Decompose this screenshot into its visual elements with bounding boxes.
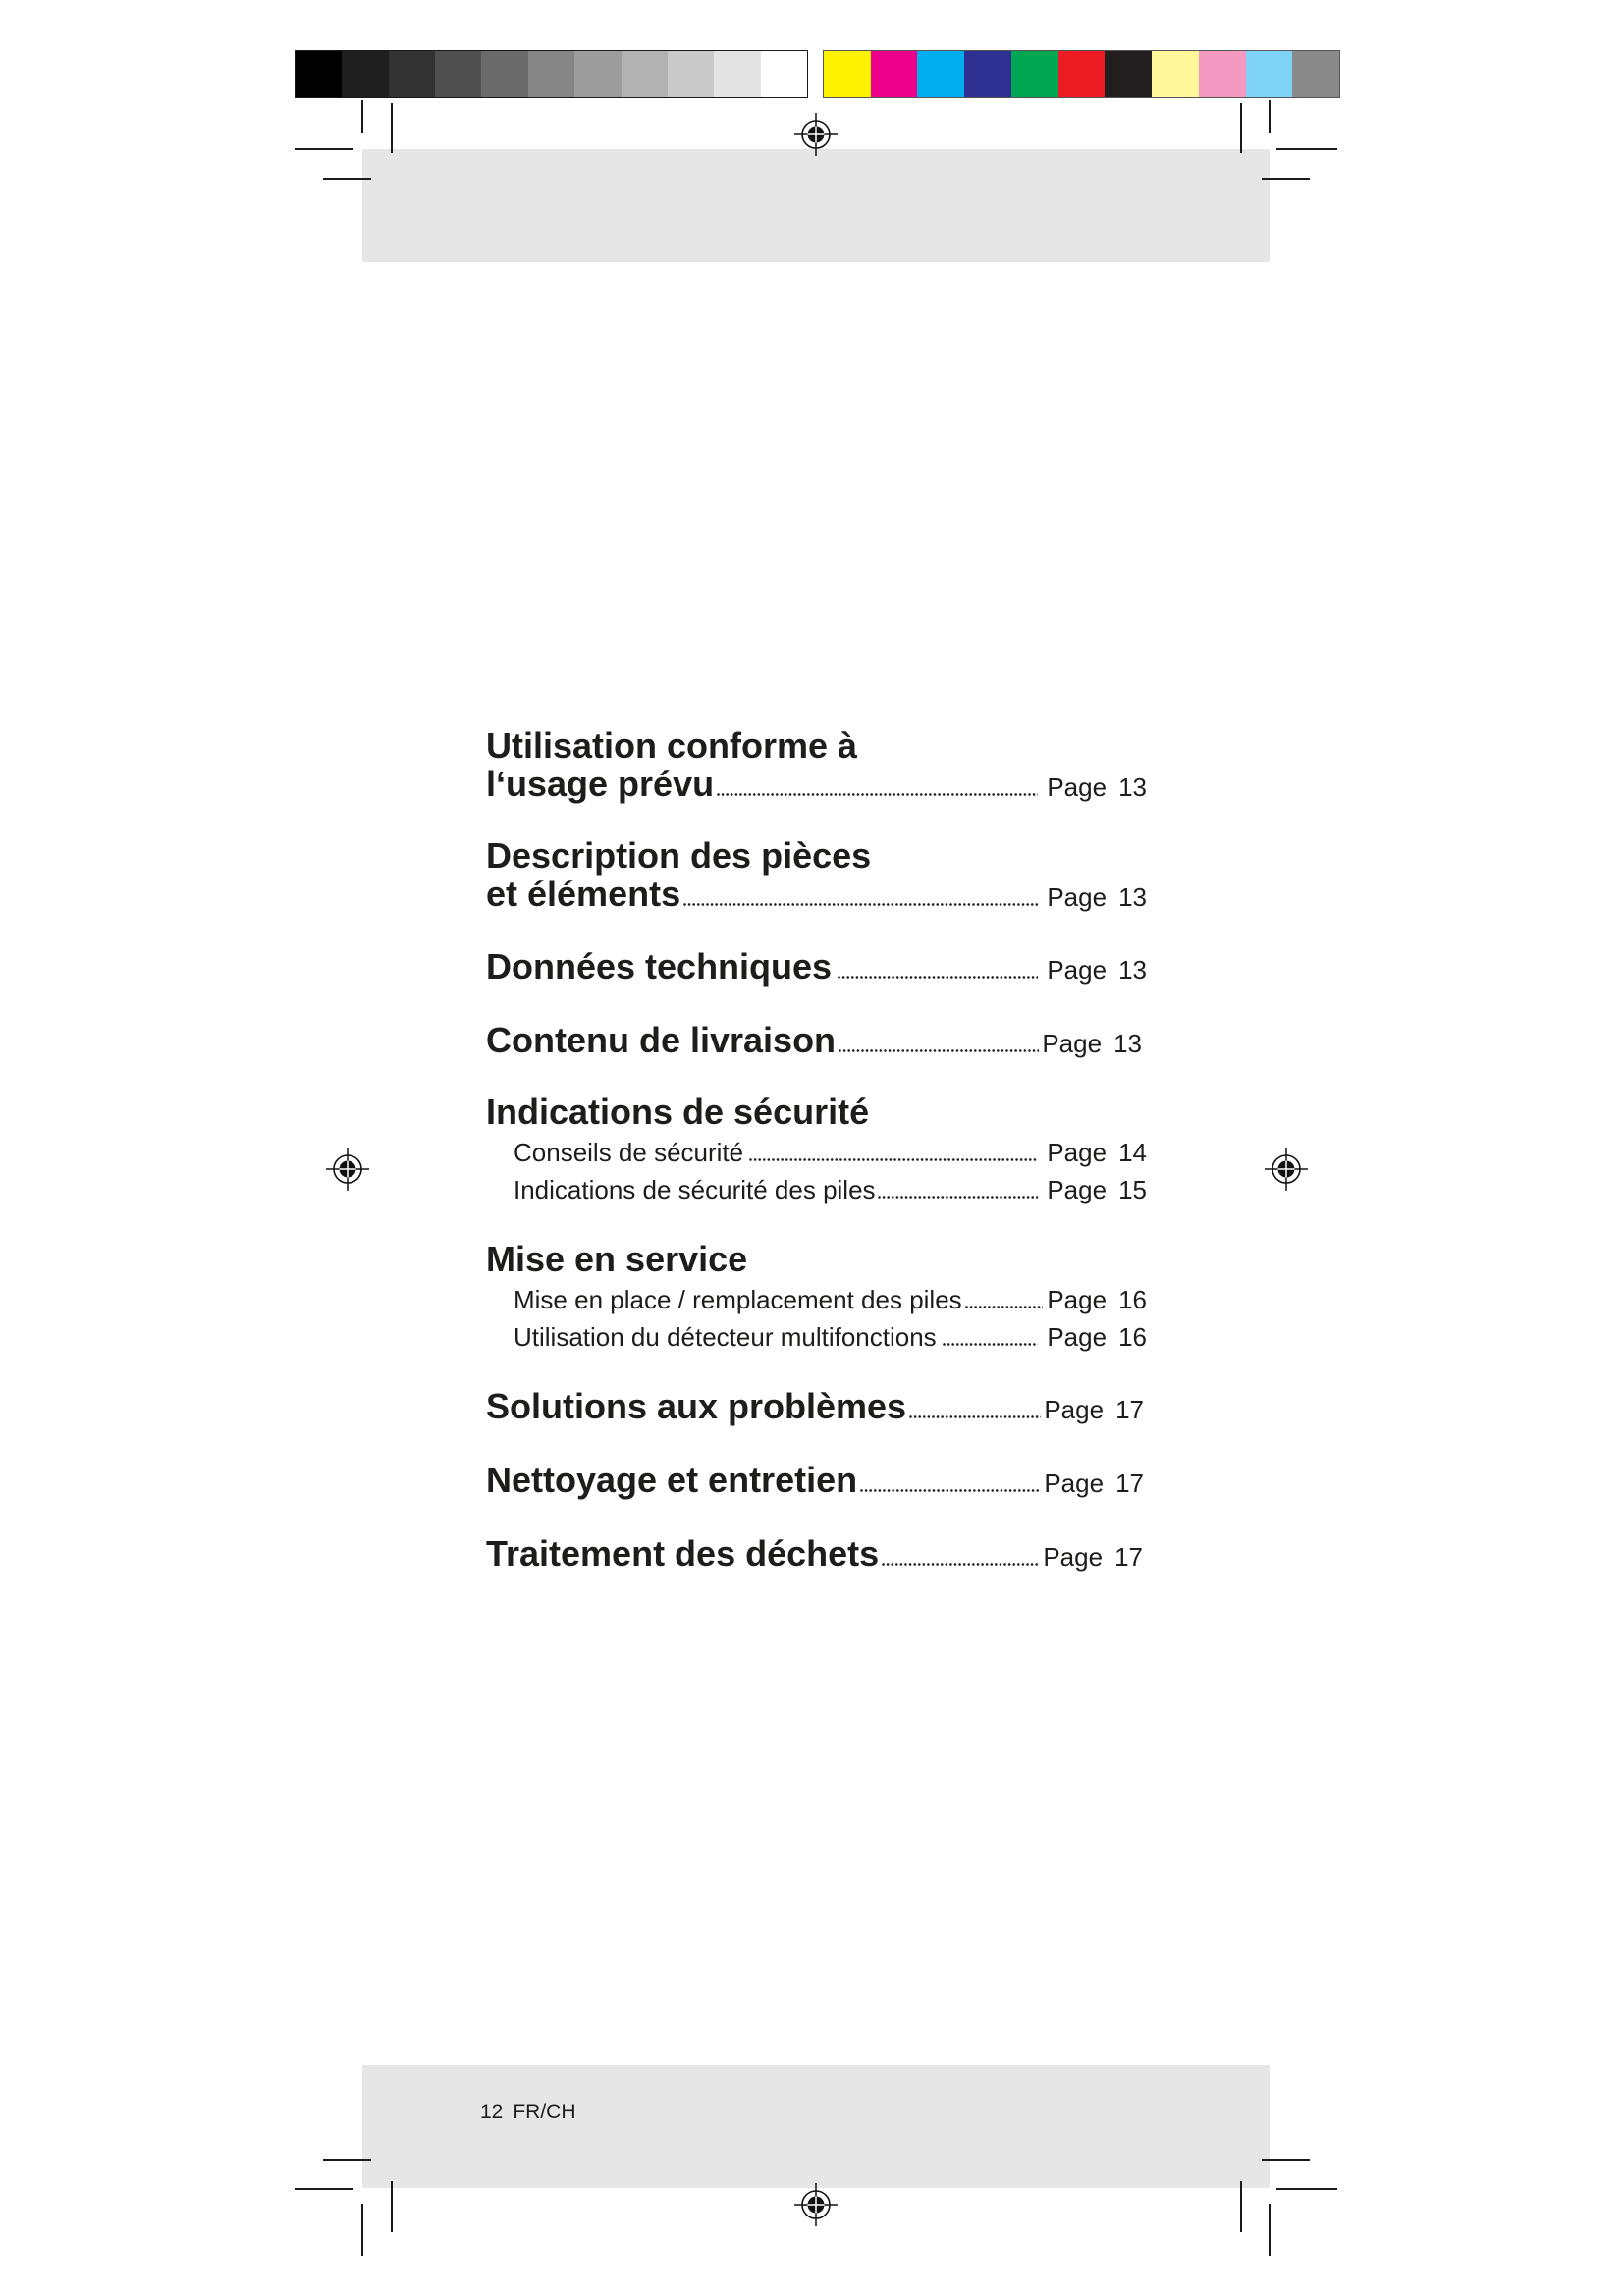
toc-heading: Description des pièces bbox=[486, 835, 872, 876]
process-color-swatch bbox=[1058, 51, 1106, 97]
process-color-swatch bbox=[1105, 51, 1152, 97]
toc-heading: Indications de sécurité bbox=[486, 1092, 870, 1132]
grayscale-swatch bbox=[342, 51, 388, 97]
page-reference bbox=[1044, 1395, 1144, 1424]
toc-heading: Solutions aux problèmes bbox=[486, 1386, 907, 1426]
footer-locale: FR/CH bbox=[513, 2101, 576, 2123]
toc-subitem bbox=[514, 1281, 1147, 1318]
footer-page-number: 12 bbox=[480, 2101, 504, 2123]
toc-subitem-title: Utilisation du détecteur multifonctions bbox=[514, 1322, 937, 1352]
dot-leader bbox=[965, 1306, 1044, 1308]
crop-mark bbox=[1240, 2181, 1242, 2232]
process-color-swatch bbox=[871, 51, 918, 97]
grayscale-swatch bbox=[435, 51, 481, 97]
toc-entry bbox=[486, 836, 1147, 913]
crop-mark bbox=[391, 103, 393, 153]
page-number: 16 bbox=[1118, 1322, 1147, 1352]
crop-mark bbox=[1276, 148, 1337, 150]
toc-subitem bbox=[514, 1318, 1147, 1356]
toc-heading: l‘usage prévu bbox=[486, 764, 715, 804]
page-number: 13 bbox=[1113, 1029, 1142, 1058]
crop-mark bbox=[1262, 178, 1310, 180]
crop-mark bbox=[361, 100, 363, 133]
grayscale-swatch bbox=[668, 51, 714, 97]
crop-mark bbox=[1269, 100, 1271, 133]
grayscale-swatch bbox=[574, 51, 621, 97]
toc-subitems bbox=[486, 1281, 1147, 1356]
page-label: Page bbox=[1042, 1029, 1103, 1058]
registration-mark-icon bbox=[794, 113, 838, 156]
page-reference bbox=[1047, 882, 1147, 912]
process-color-swatch bbox=[1152, 51, 1199, 97]
process-color-swatch bbox=[964, 51, 1011, 97]
page-label: Page bbox=[1047, 1285, 1108, 1314]
page-label: Page bbox=[1047, 1175, 1108, 1204]
toc-heading-row bbox=[486, 947, 1147, 986]
page-reference bbox=[1047, 773, 1147, 802]
page-reference bbox=[1044, 1468, 1144, 1498]
toc-subitem-title: Conseils de sécurité bbox=[514, 1138, 744, 1167]
toc-subitem bbox=[514, 1134, 1147, 1171]
toc-entry bbox=[486, 947, 1147, 986]
dot-leader bbox=[909, 1415, 1041, 1418]
page-reference bbox=[1047, 1322, 1147, 1352]
grayscale-swatch bbox=[714, 51, 760, 97]
grayscale-color-bar bbox=[295, 50, 808, 98]
registration-mark-icon bbox=[794, 2183, 838, 2226]
process-color-swatch bbox=[824, 51, 871, 97]
toc-heading: Contenu de livraison bbox=[486, 1020, 837, 1060]
process-color-swatch bbox=[1246, 51, 1293, 97]
page-number: 15 bbox=[1118, 1175, 1147, 1204]
crop-mark bbox=[295, 148, 353, 150]
toc-entry bbox=[486, 1021, 1147, 1059]
page-number: 13 bbox=[1118, 955, 1147, 985]
toc-entry bbox=[486, 1387, 1147, 1425]
toc-heading-row bbox=[486, 1387, 1147, 1425]
crop-mark bbox=[323, 2159, 371, 2161]
toc-entry bbox=[486, 1093, 1147, 1208]
toc-subitem-title: Mise en place / remplacement des piles bbox=[514, 1285, 962, 1314]
page-number: 16 bbox=[1118, 1285, 1147, 1314]
grayscale-swatch bbox=[622, 51, 668, 97]
grayscale-swatch bbox=[296, 51, 342, 97]
toc-heading-row bbox=[486, 1534, 1147, 1573]
toc-heading-row bbox=[486, 875, 1147, 913]
page-label: Page bbox=[1044, 1395, 1105, 1424]
dot-leader bbox=[882, 1563, 1040, 1566]
dot-leader bbox=[683, 903, 1038, 906]
page-number: 13 bbox=[1118, 773, 1147, 802]
grayscale-swatch bbox=[528, 51, 574, 97]
process-color-bar bbox=[823, 50, 1340, 98]
page-label: Page bbox=[1043, 1542, 1104, 1572]
page-number: 17 bbox=[1115, 1395, 1144, 1424]
footer-band bbox=[362, 2065, 1270, 2188]
page-number: 13 bbox=[1118, 882, 1147, 912]
page-reference bbox=[1047, 1175, 1147, 1204]
grayscale-swatch bbox=[389, 51, 435, 97]
toc-heading: Données techniques bbox=[486, 946, 833, 987]
crop-mark bbox=[295, 2188, 353, 2190]
process-color-swatch bbox=[1011, 51, 1058, 97]
toc-heading: Utilisation conforme à bbox=[486, 725, 858, 766]
page-reference bbox=[1047, 1285, 1147, 1314]
crop-mark bbox=[1240, 103, 1242, 153]
toc-entry bbox=[486, 1240, 1147, 1356]
page-label: Page bbox=[1047, 955, 1108, 985]
page-label: Page bbox=[1047, 882, 1108, 912]
crop-mark bbox=[1269, 2204, 1271, 2256]
crop-mark bbox=[1276, 2188, 1337, 2190]
registration-mark-icon bbox=[326, 1148, 369, 1191]
toc-entry bbox=[486, 1534, 1147, 1573]
toc-heading: Traitement des déchets bbox=[486, 1533, 880, 1574]
crop-mark bbox=[361, 2204, 363, 2256]
toc-heading-row bbox=[486, 765, 1147, 803]
toc-subitems bbox=[486, 1134, 1147, 1208]
toc-entry bbox=[486, 1461, 1147, 1499]
toc-heading-row bbox=[486, 1461, 1147, 1499]
dot-leader bbox=[860, 1489, 1041, 1492]
toc-heading: et éléments bbox=[486, 874, 681, 914]
toc-subitem-title: Indications de sécurité des piles bbox=[514, 1175, 876, 1204]
page-reference bbox=[1047, 955, 1147, 985]
dot-leader bbox=[749, 1158, 1038, 1161]
header-band bbox=[362, 149, 1270, 262]
page-label: Page bbox=[1044, 1468, 1105, 1498]
dot-leader bbox=[943, 1343, 1039, 1346]
dot-leader bbox=[839, 1049, 1039, 1052]
dot-leader bbox=[717, 793, 1038, 796]
page-footer bbox=[480, 2101, 576, 2124]
toc-entry bbox=[486, 726, 1147, 803]
toc-heading: Nettoyage et entretien bbox=[486, 1460, 858, 1500]
toc-subitem bbox=[514, 1171, 1147, 1208]
page-number: 17 bbox=[1115, 1468, 1144, 1498]
page-reference bbox=[1042, 1029, 1142, 1058]
registration-mark-icon bbox=[1265, 1148, 1308, 1191]
crop-mark bbox=[1262, 2159, 1310, 2161]
dot-leader bbox=[878, 1196, 1039, 1199]
dot-leader bbox=[838, 976, 1038, 979]
toc-heading: Mise en service bbox=[486, 1239, 748, 1279]
page-label: Page bbox=[1047, 1138, 1108, 1167]
page-reference bbox=[1047, 1138, 1147, 1167]
grayscale-swatch bbox=[481, 51, 527, 97]
page-label: Page bbox=[1047, 1322, 1108, 1352]
page-label: Page bbox=[1047, 773, 1108, 802]
page-reference bbox=[1043, 1542, 1143, 1572]
process-color-swatch bbox=[917, 51, 964, 97]
process-color-swatch bbox=[1292, 51, 1339, 97]
crop-mark bbox=[391, 2181, 393, 2232]
crop-mark bbox=[323, 178, 371, 180]
toc-heading-row bbox=[486, 1021, 1147, 1059]
page-number: 14 bbox=[1118, 1138, 1147, 1167]
page-number: 17 bbox=[1114, 1542, 1143, 1572]
grayscale-swatch bbox=[761, 51, 807, 97]
process-color-swatch bbox=[1199, 51, 1246, 97]
